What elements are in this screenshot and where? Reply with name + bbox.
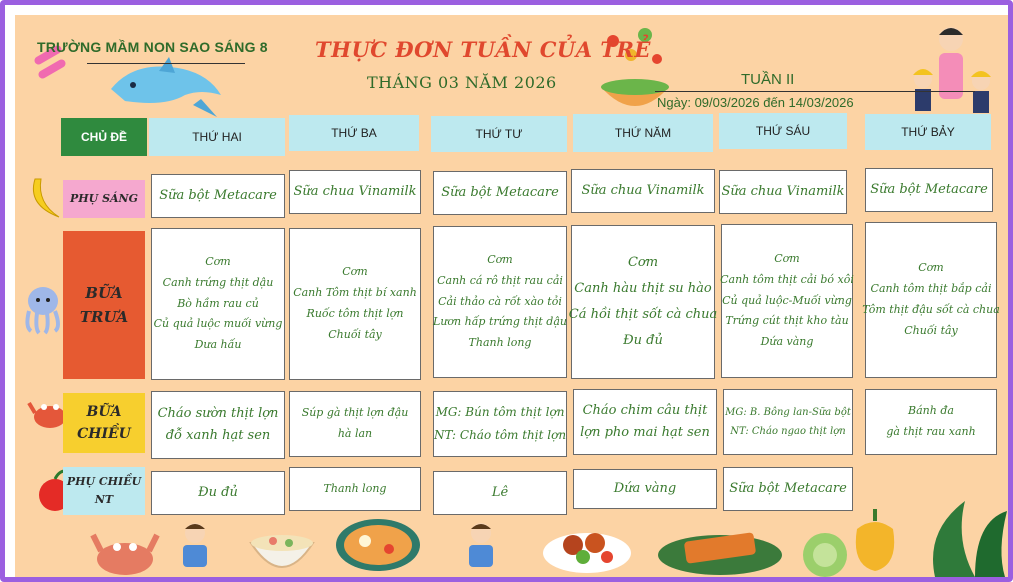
cell-phu-sang-monday: Sữa bột Metacare xyxy=(151,174,285,218)
header-wednesday: THỨ TƯ xyxy=(431,116,567,152)
octopus-icon xyxy=(21,283,65,335)
cell-bua-chieu-wednesday: MG: Bún tôm thịt lợn NT: Cháo tôm thịt lợn xyxy=(433,391,567,457)
pepper-icon xyxy=(845,505,905,575)
header-thursday: THỨ NĂM xyxy=(573,114,713,152)
cell-bua-chieu-saturday: Bánh đa gà thịt rau xanh xyxy=(865,389,997,455)
cell-bua-trua-saturday: Cơm Canh tôm thịt bắp cải Tôm thịt đậu sốt cà chua Chuối tây xyxy=(865,222,997,378)
cell-bua-chieu-tuesday: Súp gà thịt lợn đậu hà lan xyxy=(289,391,421,457)
row-label-bua-trua: BỮA TRƯA xyxy=(63,231,145,379)
page-title: THỰC ĐƠN TUẦN CỦA TRẺ xyxy=(315,37,651,62)
cell-phu-sang-tuesday: Sữa chua Vinamilk xyxy=(289,170,421,214)
cell-bua-chieu-friday: MG: B. Bông lan-Sữa bột NT: Cháo ngao thịt lợn xyxy=(723,389,853,455)
soup-bowl-icon xyxy=(247,521,317,577)
cell-bua-chieu-thursday: Cháo chim câu thịt lợn pho mai hạt sen xyxy=(573,389,717,455)
header-tuesday: THỨ BA xyxy=(289,115,419,151)
cell-bua-trua-friday: Cơm Canh tôm thịt cải bó xôi Củ quả luộc-Muối vừng Trứng cút thịt kho tàu Dứa vàng xyxy=(721,224,853,378)
meat-dish-icon xyxy=(539,513,635,577)
school-underline xyxy=(87,63,245,64)
row-label-bua-chieu: BỮA CHIỀU xyxy=(63,393,145,453)
dolphin-icon xyxy=(105,55,225,121)
row-label-phu-sang: PHỤ SÁNG xyxy=(63,180,145,218)
grilled-food-icon xyxy=(655,515,785,577)
cell-bua-chieu-monday: Cháo sườn thịt lợn đỗ xanh hạt sen xyxy=(151,391,285,459)
cell-phu-chieu-thursday: Dứa vàng xyxy=(573,469,717,509)
noodle-bowl-icon xyxy=(333,515,423,577)
cell-bua-trua-wednesday: Cơm Canh cá rô thịt rau cải Cải thảo cà rốt xào tỏi Lươn hấp trứng thịt dậu Thanh long xyxy=(433,226,567,378)
month-label: THÁNG 03 NĂM 2026 xyxy=(367,73,557,92)
cell-phu-sang-friday: Sữa chua Vinamilk xyxy=(719,170,847,214)
menu-board xyxy=(15,15,1008,577)
child-icon-2 xyxy=(461,521,501,577)
cell-bua-trua-tuesday: Cơm Canh Tôm thịt bí xanh Ruốc tôm thịt lợn Chuối tây xyxy=(289,228,421,380)
cell-phu-chieu-tuesday: Thanh long xyxy=(289,467,421,511)
crab-icon-bottom xyxy=(85,515,165,577)
banana-icon xyxy=(25,175,65,221)
child-icon xyxy=(175,521,215,577)
cell-phu-chieu-wednesday: Lê xyxy=(433,471,567,515)
header-topic: CHỦ ĐỀ xyxy=(61,118,147,156)
header-saturday: THỨ BẢY xyxy=(865,114,991,150)
row-label-phu-chieu: PHỤ CHIỀU NT xyxy=(63,467,145,515)
week-label: TUẦN II xyxy=(741,71,795,88)
cell-phu-sang-wednesday: Sữa bột Metacare xyxy=(433,171,567,215)
cell-phu-chieu-friday: Sữa bột Metacare xyxy=(723,467,853,511)
cell-bua-trua-thursday: Cơm Canh hàu thịt su hào Cá hồi thịt sốt cà chua Đu đủ xyxy=(571,225,715,379)
school-name: TRƯỜNG MẦM NON SAO SÁNG 8 xyxy=(37,39,268,55)
cell-bua-trua-monday: Cơm Canh trứng thịt dậu Bò hầm rau củ Củ quả luộc muối vừng Dưa hấu xyxy=(151,228,285,380)
date-range: Ngày: 09/03/2026 đến 14/03/2026 xyxy=(657,95,854,110)
week-underline xyxy=(655,91,975,92)
cell-phu-chieu-monday: Đu đủ xyxy=(151,471,285,515)
cell-phu-sang-thursday: Sữa chua Vinamilk xyxy=(571,169,715,213)
header-monday: THỨ HAI xyxy=(149,118,285,156)
cell-phu-sang-saturday: Sữa bột Metacare xyxy=(865,168,993,212)
header-friday: THỨ SÁU xyxy=(719,113,847,149)
leaves-icon xyxy=(915,491,1008,577)
